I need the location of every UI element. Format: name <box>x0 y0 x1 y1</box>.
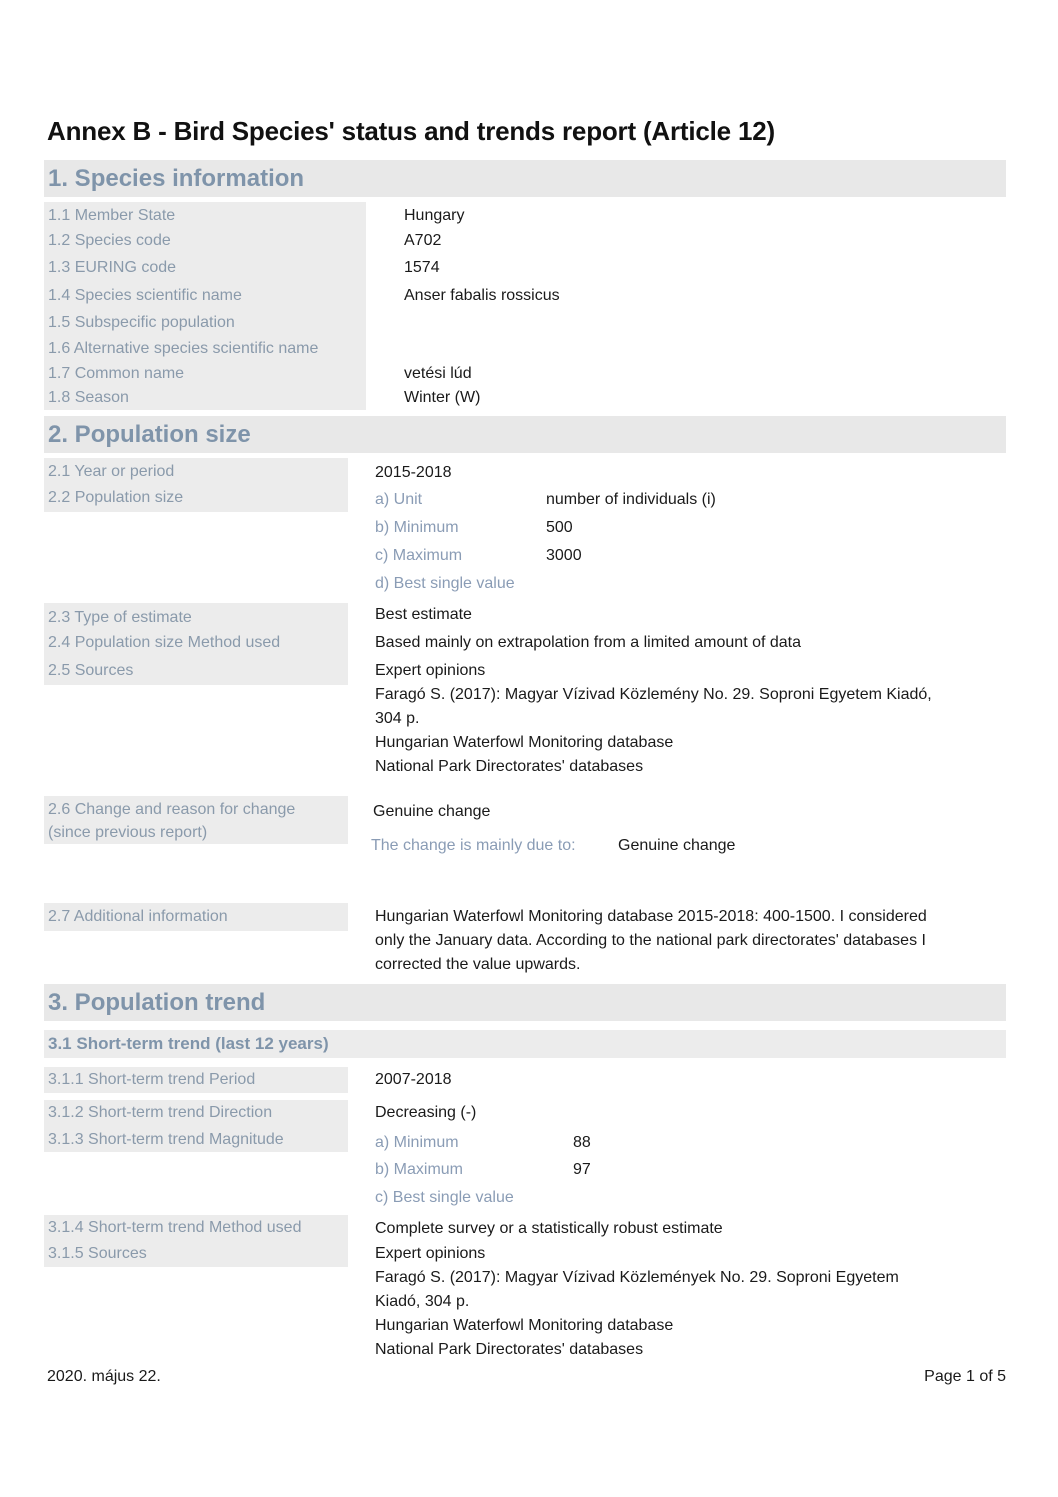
unit-value: number of individuals (i) <box>546 491 716 508</box>
trend-source-line: Faragó S. (2017): Magyar Vízivad Közlemények No. 29. Soproni Egyetem <box>375 1269 899 1286</box>
trend-method-value: Complete survey or a statistically robust estimate <box>375 1220 723 1237</box>
trend-direction-value: Decreasing (-) <box>375 1104 477 1121</box>
section-heading: 2. Population size <box>48 421 251 448</box>
year-period-label: 2.1 Year or period <box>48 463 175 480</box>
trend-source-line: Expert opinions <box>375 1245 486 1262</box>
trend-maximum-value: 97 <box>573 1161 591 1178</box>
method-used-value: Based mainly on extrapolation from a limited amount of data <box>375 634 802 651</box>
section-heading: 1. Species information <box>48 165 305 192</box>
trend-direction-label: 3.1.2 Short-term trend Direction <box>48 1104 273 1121</box>
unit-label: a) Unit <box>375 491 423 508</box>
season-value: Winter (W) <box>404 389 481 406</box>
trend-sources-label: 3.1.5 Sources <box>48 1245 147 1262</box>
source-line: Faragó S. (2017): Magyar Vízivad Közlemény No. 29. Soproni Egyetem Kiadó, <box>375 686 932 703</box>
year-period-value: 2015-2018 <box>375 464 452 481</box>
change-reason-label-cont: (since previous report) <box>48 824 208 841</box>
trend-period-label: 3.1.1 Short-term trend Period <box>48 1071 256 1088</box>
trend-magnitude-label: 3.1.3 Short-term trend Magnitude <box>48 1131 284 1148</box>
species-code-value: A702 <box>404 232 442 249</box>
common-name-label: 1.7 Common name <box>48 365 185 382</box>
change-reason-prompt: The change is mainly due to: <box>371 837 576 854</box>
member-state-value: Hungary <box>404 207 465 224</box>
trend-source-line: Kiadó, 304 p. <box>375 1293 470 1310</box>
subsection-short-term-trend <box>44 1030 1006 1058</box>
trend-method-label: 3.1.4 Short-term trend Method used <box>48 1219 302 1236</box>
minimum-value: 500 <box>546 519 573 536</box>
change-reason-label: 2.6 Change and reason for change <box>48 801 296 818</box>
trend-maximum-label: b) Maximum <box>375 1161 464 1178</box>
scientific-name-label: 1.4 Species scientific name <box>48 287 242 304</box>
euring-code-label: 1.3 EURING code <box>48 259 177 276</box>
euring-code-value: 1574 <box>404 259 440 276</box>
source-line: Expert opinions <box>375 662 486 679</box>
additional-info-line: Hungarian Waterfowl Monitoring database 2015-2018: 400-1500. I considered <box>375 908 927 925</box>
change-value: Genuine change <box>373 803 491 820</box>
trend-source-line: Hungarian Waterfowl Monitoring database <box>375 1317 674 1334</box>
subspecific-population-label: 1.5 Subspecific population <box>48 314 235 331</box>
scientific-name-value: Anser fabalis rossicus <box>404 287 560 304</box>
additional-info-line: only the January data. According to the national park directorates' databases I <box>375 932 926 949</box>
sources-label: 2.5 Sources <box>48 662 134 679</box>
subsection-heading: 3.1 Short-term trend (last 12 years) <box>48 1034 329 1053</box>
trend-period-value: 2007-2018 <box>375 1071 452 1088</box>
species-code-label: 1.2 Species code <box>48 232 171 249</box>
maximum-label: c) Maximum <box>375 547 463 564</box>
alternative-name-label: 1.6 Alternative species scientific name <box>48 340 319 357</box>
trend-source-line: National Park Directorates' databases <box>375 1341 644 1358</box>
trend-best-value-label: c) Best single value <box>375 1189 514 1206</box>
section-population-size <box>44 416 1006 453</box>
section-population-trend <box>44 984 1006 1021</box>
type-of-estimate-label: 2.3 Type of estimate <box>48 609 192 626</box>
page-number: Page 1 of 5 <box>924 1368 1006 1385</box>
footer-date: 2020. május 22. <box>47 1368 161 1385</box>
source-line: National Park Directorates' databases <box>375 758 644 775</box>
season-label: 1.8 Season <box>48 389 129 406</box>
common-name-value: vetési lúd <box>404 365 472 382</box>
page-title: Annex B - Bird Species' status and trends report (Article 12) <box>47 116 775 146</box>
change-reason-value: Genuine change <box>618 837 736 854</box>
member-state-label: 1.1 Member State <box>48 207 176 224</box>
source-line: Hungarian Waterfowl Monitoring database <box>375 734 674 751</box>
best-single-value-label: d) Best single value <box>375 575 515 592</box>
method-used-label: 2.4 Population size Method used <box>48 634 281 651</box>
type-of-estimate-value: Best estimate <box>375 606 472 623</box>
population-size-label: 2.2 Population size <box>48 489 184 506</box>
section-species-information <box>44 160 1006 197</box>
trend-minimum-value: 88 <box>573 1134 591 1151</box>
additional-info-label: 2.7 Additional information <box>48 908 228 925</box>
maximum-value: 3000 <box>546 547 582 564</box>
minimum-label: b) Minimum <box>375 519 459 536</box>
trend-minimum-label: a) Minimum <box>375 1134 459 1151</box>
source-line: 304 p. <box>375 710 420 727</box>
additional-info-line: corrected the value upwards. <box>375 956 581 973</box>
section-heading: 3. Population trend <box>48 989 266 1016</box>
